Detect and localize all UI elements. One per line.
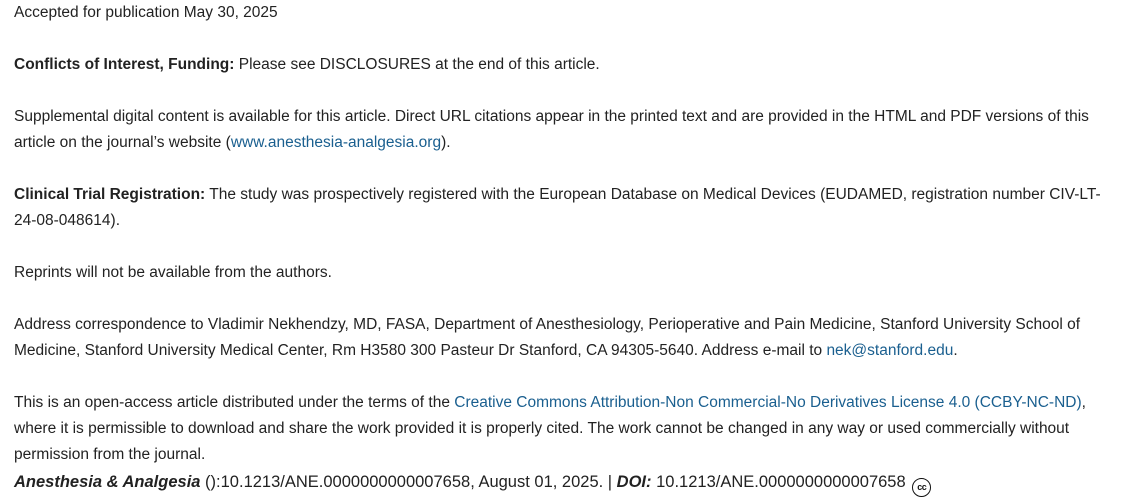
- reprints-paragraph: Reprints will not be available from the authors.: [14, 264, 332, 281]
- accepted-date: Accepted for publication May 30, 2025: [14, 4, 278, 21]
- license-text-end: , where it is permissible to download and share the work provided it is properly cited. The work cannot be changed in any way or used commercially without permission from the journal.: [14, 394, 1086, 463]
- doi-value: 10.1213/ANE.0000000000007658: [651, 473, 906, 491]
- supplemental-paragraph: [14, 104, 1122, 156]
- license-paragraph: [14, 390, 1122, 468]
- journal-website-link[interactable]: www.anesthesia-analgesia.org: [230, 134, 442, 151]
- correspondence-text: Address correspondence to Vladimir Nekhendzy, MD, FASA, Department of Anesthesiology, Perioperative and Pain Medicine, Stanford University School of Medicine, Stanford University Medical Center, Rm H3580 300 Pasteur Dr Stanford, CA 94305-5640. Address e-mail to: [14, 316, 1081, 359]
- journal-name: Anesthesia & Analgesia: [14, 473, 201, 491]
- conflicts-paragraph: [14, 52, 1122, 78]
- license-text: This is an open-access article distributed under the terms of the: [14, 394, 455, 411]
- conflicts-text: Please see DISCLOSURES at the end of this article.: [234, 56, 600, 73]
- doi-label: DOI:: [616, 473, 652, 491]
- email-link[interactable]: nek@stanford.edu: [826, 342, 954, 359]
- citation-text: ():10.1213/ANE.0000000000007658, August 01, 2025. |: [200, 473, 617, 491]
- clinical-trial-text: The study was prospectively registered with the European Database on Medical Devices (EUDAMED, registration number CIV-LT-24-08-048614).: [14, 186, 1101, 229]
- clinical-trial-label: Clinical Trial Registration:: [14, 186, 206, 203]
- supplemental-text-end: ).: [441, 134, 451, 151]
- supplemental-text: Supplemental digital content is available for this article. Direct URL citations appear in the printed text and are provided in the HTML and PDF versions of this article on the journal’s website (: [14, 108, 1089, 151]
- conflicts-label: Conflicts of Interest, Funding:: [14, 56, 235, 73]
- creative-commons-icon: cc: [912, 478, 931, 497]
- license-link[interactable]: Creative Commons Attribution-Non Commercial-No Derivatives License 4.0 (CCBY-NC-ND): [454, 394, 1082, 411]
- article-notes: [14, 0, 1122, 497]
- citation-line: [14, 470, 1122, 497]
- clinical-trial-paragraph: [14, 182, 1122, 234]
- correspondence-text-end: .: [953, 342, 958, 359]
- correspondence-paragraph: [14, 312, 1122, 364]
